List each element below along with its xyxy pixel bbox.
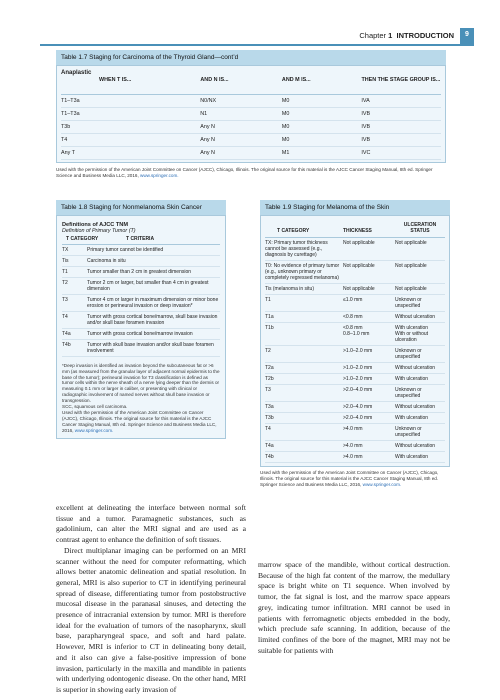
table-cell: T2b <box>265 376 274 382</box>
table-cell: >2.0–4.0 mm <box>343 415 373 421</box>
table-cell: IVB <box>361 111 371 117</box>
paragraph: marrow space of the mandible, without cortical destruction. Because of the high fat content of the marrow, the medullary space is bright white on T1 sequence. When involved by tumor, the fat signal is lost, and the marrow space appears grey, indicating tumor infiltration. MRI cannot be used in patients with ferromagnetic objects embedded in the body, which preclude safe scanning. In addition, because of the limited confines of the bore of the magnet, MRI may not be suitable for patients with <box>258 560 450 655</box>
table-cell: M0 <box>281 124 290 130</box>
table-section-label: Anaplastic <box>61 70 92 76</box>
table-title: Table 1.7 Staging for Carcinoma of the Thyroid Gland—cont’d <box>56 50 446 65</box>
table-row <box>62 340 220 357</box>
table-row <box>265 413 445 424</box>
table-cell: IVC <box>361 150 371 156</box>
table-notes <box>62 363 220 434</box>
table-cell: T1 <box>62 269 68 275</box>
table-cell: T2 <box>62 280 68 286</box>
table-cell: T1b <box>265 325 274 331</box>
table-cell: >2.0–4.0 mm <box>343 404 373 410</box>
table-row <box>265 323 445 346</box>
table-cell: Unknown or unspecified <box>395 426 422 438</box>
table-row <box>265 261 445 284</box>
table-row <box>265 295 445 312</box>
header-rule <box>40 44 474 46</box>
table-cell: T1a <box>265 314 274 320</box>
table-title: Table 1.9 Staging for Melanoma of the Skin <box>260 200 450 215</box>
footnote-link[interactable]: www.springer.com. <box>140 172 179 178</box>
table-cell: >1.0–2.0 mm <box>343 348 373 354</box>
table-cell: T3b <box>61 124 71 130</box>
table-melanoma-staging <box>260 200 450 487</box>
table-cell: Without ulceration <box>395 404 436 410</box>
table-cell: Tumor with gross cortical bone/marrow invasion <box>87 331 193 337</box>
page-number: 9 <box>460 28 474 44</box>
table-cell: T1 <box>265 297 271 303</box>
table-cell: Unknown or unspecified <box>395 297 422 309</box>
table-row <box>265 238 445 261</box>
table-cell: >4.0 mm <box>343 426 363 432</box>
table-cell: Tumor with skull base invasion and/or skull base foramen involvement <box>87 342 214 354</box>
table-row <box>62 295 220 312</box>
table-cell: >4.0 mm <box>343 454 363 460</box>
table-cell: ≤1.0 mm <box>343 297 363 303</box>
table-row <box>62 329 220 340</box>
table-cell: M0 <box>281 111 290 117</box>
table-cell: Without ulceration <box>395 365 436 371</box>
table-row <box>61 108 441 121</box>
table-row <box>61 147 441 160</box>
table-cell: Any T <box>61 150 75 156</box>
table-cell: M0 <box>281 98 290 104</box>
column-header: THICKNESS <box>343 228 372 234</box>
table-cell: Any N <box>200 137 215 143</box>
table-cell: T4 <box>62 314 68 320</box>
table-cell: Without ulceration <box>395 314 436 320</box>
column-header: T CATEGORY <box>277 228 310 234</box>
table-cell: N0/NX <box>200 98 217 104</box>
table-row <box>62 256 220 267</box>
table-cell: TX: Primary tumor thickness cannot be assessed (e.g., diagnosis by curettage) <box>265 240 328 258</box>
column-header: AND M IS... <box>281 77 311 83</box>
table-row <box>265 374 445 385</box>
table-cell: T1–T3a <box>61 111 80 117</box>
table-cell: Carcinoma in situ <box>87 258 126 264</box>
body-column-left <box>56 503 246 696</box>
table-header-row <box>265 220 445 238</box>
table-row <box>62 312 220 329</box>
table-cell: With ulceration <box>395 454 429 460</box>
table-cell: T4b <box>62 342 71 348</box>
table-cell: Any N <box>200 124 215 130</box>
table-cell: T4 <box>265 426 271 432</box>
chapter-label: Chapter <box>359 31 387 40</box>
table-cell: With ulceration <box>395 376 429 382</box>
footnote-link[interactable]: www.springer.com. <box>362 481 402 487</box>
table-row <box>265 441 445 452</box>
chapter-title: INTRODUCTION <box>396 31 454 40</box>
table-cell: Tumor 2 cm or larger, but smaller than 4 cm in greatest dimension <box>87 280 209 292</box>
table-cell: Tumor 4 cm or larger in maximum dimension or minor bone erosion or perineural invasion or deep invasion* <box>87 297 219 309</box>
column-header: WHEN T IS... <box>99 77 132 83</box>
paragraph: excellent at delineating the interface between normal soft tissue and a tumor. Paramagnetic substances, such as gadolinium, can alter the MRI signal and are used as a contrast agent to enhance the definition of soft tissues. <box>56 503 246 545</box>
column-header: THEN THE STAGE GROUP IS... <box>361 77 441 83</box>
table-cell: T1–T3a <box>61 98 80 104</box>
table-row <box>61 134 441 147</box>
table-row <box>265 424 445 441</box>
table-row <box>62 245 220 256</box>
table-cell: IVB <box>361 124 371 130</box>
table-cell: T4b <box>265 454 274 460</box>
body-column-right <box>258 560 450 656</box>
table-cell: Not applicable <box>343 286 375 292</box>
table-cell: Tis (melanoma in situ) <box>265 286 314 292</box>
table-cell: T4a <box>265 443 274 449</box>
table-cell: Not applicable <box>343 263 375 269</box>
footnote-text: Used with the permission of the American Joint Committee on Cancer (AJCC), Chicago, Illinois. The original source for this material is the AJCC Cancer Staging Manual, 8th ed. Springer Science and Business Media LLC, 2016, <box>260 470 439 487</box>
paragraph: Direct multiplanar imaging can be performed on an MRI scanner without the need for computer reformatting, which allows better anatomic delineation and spatial resolution. In general, MRI is also superior to CT in identifying perineural spread of disease, differentiating tumor from postobstructive mucosal disease in the paranasal sinuses, and detecting the presence of intracranial extension by tumor. MRI is therefore ideal for the evaluation of tumors of the nasopharynx, skull base, parapharyngeal space, and soft and hard palate. However, MRI is inferior to CT in delineating bony detail, and it also can give a false-positive impression of bone invasion, particularly in the maxilla and mandible in patients with underlying odontogenic disease. On the other hand, MRI is superior in showing early invasion of <box>56 545 246 694</box>
table-cell: T3 <box>265 387 271 393</box>
column-header: T CRITERIA <box>126 236 155 242</box>
table-row <box>265 402 445 413</box>
table-row <box>265 346 445 363</box>
table-row <box>265 312 445 323</box>
table-cell: T3 <box>62 297 68 303</box>
note-permission <box>62 410 220 433</box>
table-cell: TX <box>62 247 69 253</box>
table-cell: With ulceration <box>395 415 429 421</box>
table-row <box>265 385 445 402</box>
table-row <box>265 452 445 463</box>
table-cell: Not applicable <box>395 286 427 292</box>
table-row <box>61 95 441 108</box>
table-cell: M1 <box>281 150 290 156</box>
table-thyroid-staging <box>56 50 446 179</box>
table-cell: Without ulceration <box>395 443 436 449</box>
table-header-row <box>61 77 441 95</box>
table-cell: Unknown or unspecified <box>395 348 422 360</box>
table-cell: IVA <box>361 98 370 104</box>
table-cell: Not applicable <box>343 240 375 246</box>
table-cell: >2.0–4.0 mm <box>343 387 373 393</box>
table-cell: T2a <box>265 365 274 371</box>
table-cell: Not applicable <box>395 240 427 246</box>
column-header: ULCERATION STATUS <box>403 222 437 234</box>
table-cell: <0.8 mm <box>343 314 363 320</box>
table-row <box>61 121 441 134</box>
table-row <box>265 363 445 374</box>
table-row <box>62 267 220 278</box>
table-caption: Definitions of AJCC TNM <box>62 222 128 228</box>
table-header-row <box>62 234 220 245</box>
table-cell: T2 <box>265 348 271 354</box>
table-cell: Primary tumor cannot be identified <box>87 247 164 253</box>
table-cell: T0: No evidence of primary tumor (e.g., unknown primary or completely regressed melanoma) <box>265 263 340 281</box>
table-cell: N1 <box>200 111 208 117</box>
table-footnote <box>56 167 446 179</box>
table-cell: T3b <box>265 415 274 421</box>
table-cell: With ulceration With or without ulceration <box>395 325 429 343</box>
table-row <box>62 278 220 295</box>
chapter-heading <box>359 28 460 44</box>
table-cell: Any N <box>200 150 215 156</box>
table-cell: M0 <box>281 137 290 143</box>
table-cell: >1.0–2.0 mm <box>343 365 373 371</box>
table-nonmelanoma-staging <box>56 200 226 439</box>
note-link[interactable]: www.springer.com. <box>74 427 114 433</box>
table-cell: Tis <box>62 258 69 264</box>
table-cell: <0.8 mm 0.8–1.0 mm <box>343 325 370 337</box>
table-cell: Unknown or unspecified <box>395 387 422 399</box>
table-cell: Not applicable <box>395 263 427 269</box>
note-abbreviation: SCC, squamous cell carcinoma. <box>62 404 128 410</box>
table-cell: T4a <box>62 331 71 337</box>
chapter-number: 1 <box>388 31 393 40</box>
table-title: Table 1.8 Staging for Nonmelanoma Skin Cancer <box>56 200 226 215</box>
note-permission-text: Used with the permission of the American Joint Committee on Cancer (AJCC), Chicago, Illinois. The original source for this material is the AJCC Cancer Staging Manual, 8th ed. Springer Science and Business Media LLC, 2016, <box>62 410 217 433</box>
table-row <box>265 284 445 295</box>
column-header: T CATEGORY <box>66 236 99 242</box>
footnote-text: Used with the permission of the American Joint Committee on Cancer (AJCC), Chicago, Illinois. The original source for this material is the AJCC Cancer Staging Manual, 8th ed. Springer Science and Business Media LLC, 2016, <box>56 167 433 178</box>
table-cell: Tumor smaller than 2 cm in greatest dimension <box>87 269 192 275</box>
table-cell: T3a <box>265 404 274 410</box>
running-header <box>359 28 474 44</box>
column-header: AND N IS... <box>200 77 229 83</box>
table-cell: Tumor with gross cortical bone/marrow, skull base invasion and/or skull base foramen invasion <box>87 314 218 326</box>
table-footnote <box>260 470 450 487</box>
table-cell: >4.0 mm <box>343 443 363 449</box>
note-deep-invasion: *Deep invasion is identified as invasion beyond the subcutaneous fat or >6 mm (as measured from the granular layer of adjacent normal epidermis to the base of the tumor); perineural invasion for T3 classification is defined as tumor cells within the nerve sheath of a nerve lying deeper than the dermis or measuring 0.1 mm or larger in caliber, or presenting with clinical or radiographic involvement of named nerves without skull base invasion or transgression. <box>62 363 220 403</box>
table-cell: IVB <box>361 137 371 143</box>
table-subcaption: Definition of Primary Tumor (T) <box>62 228 136 234</box>
table-cell: >1.0–2.0 mm <box>343 376 373 382</box>
table-cell: T4 <box>61 137 68 143</box>
